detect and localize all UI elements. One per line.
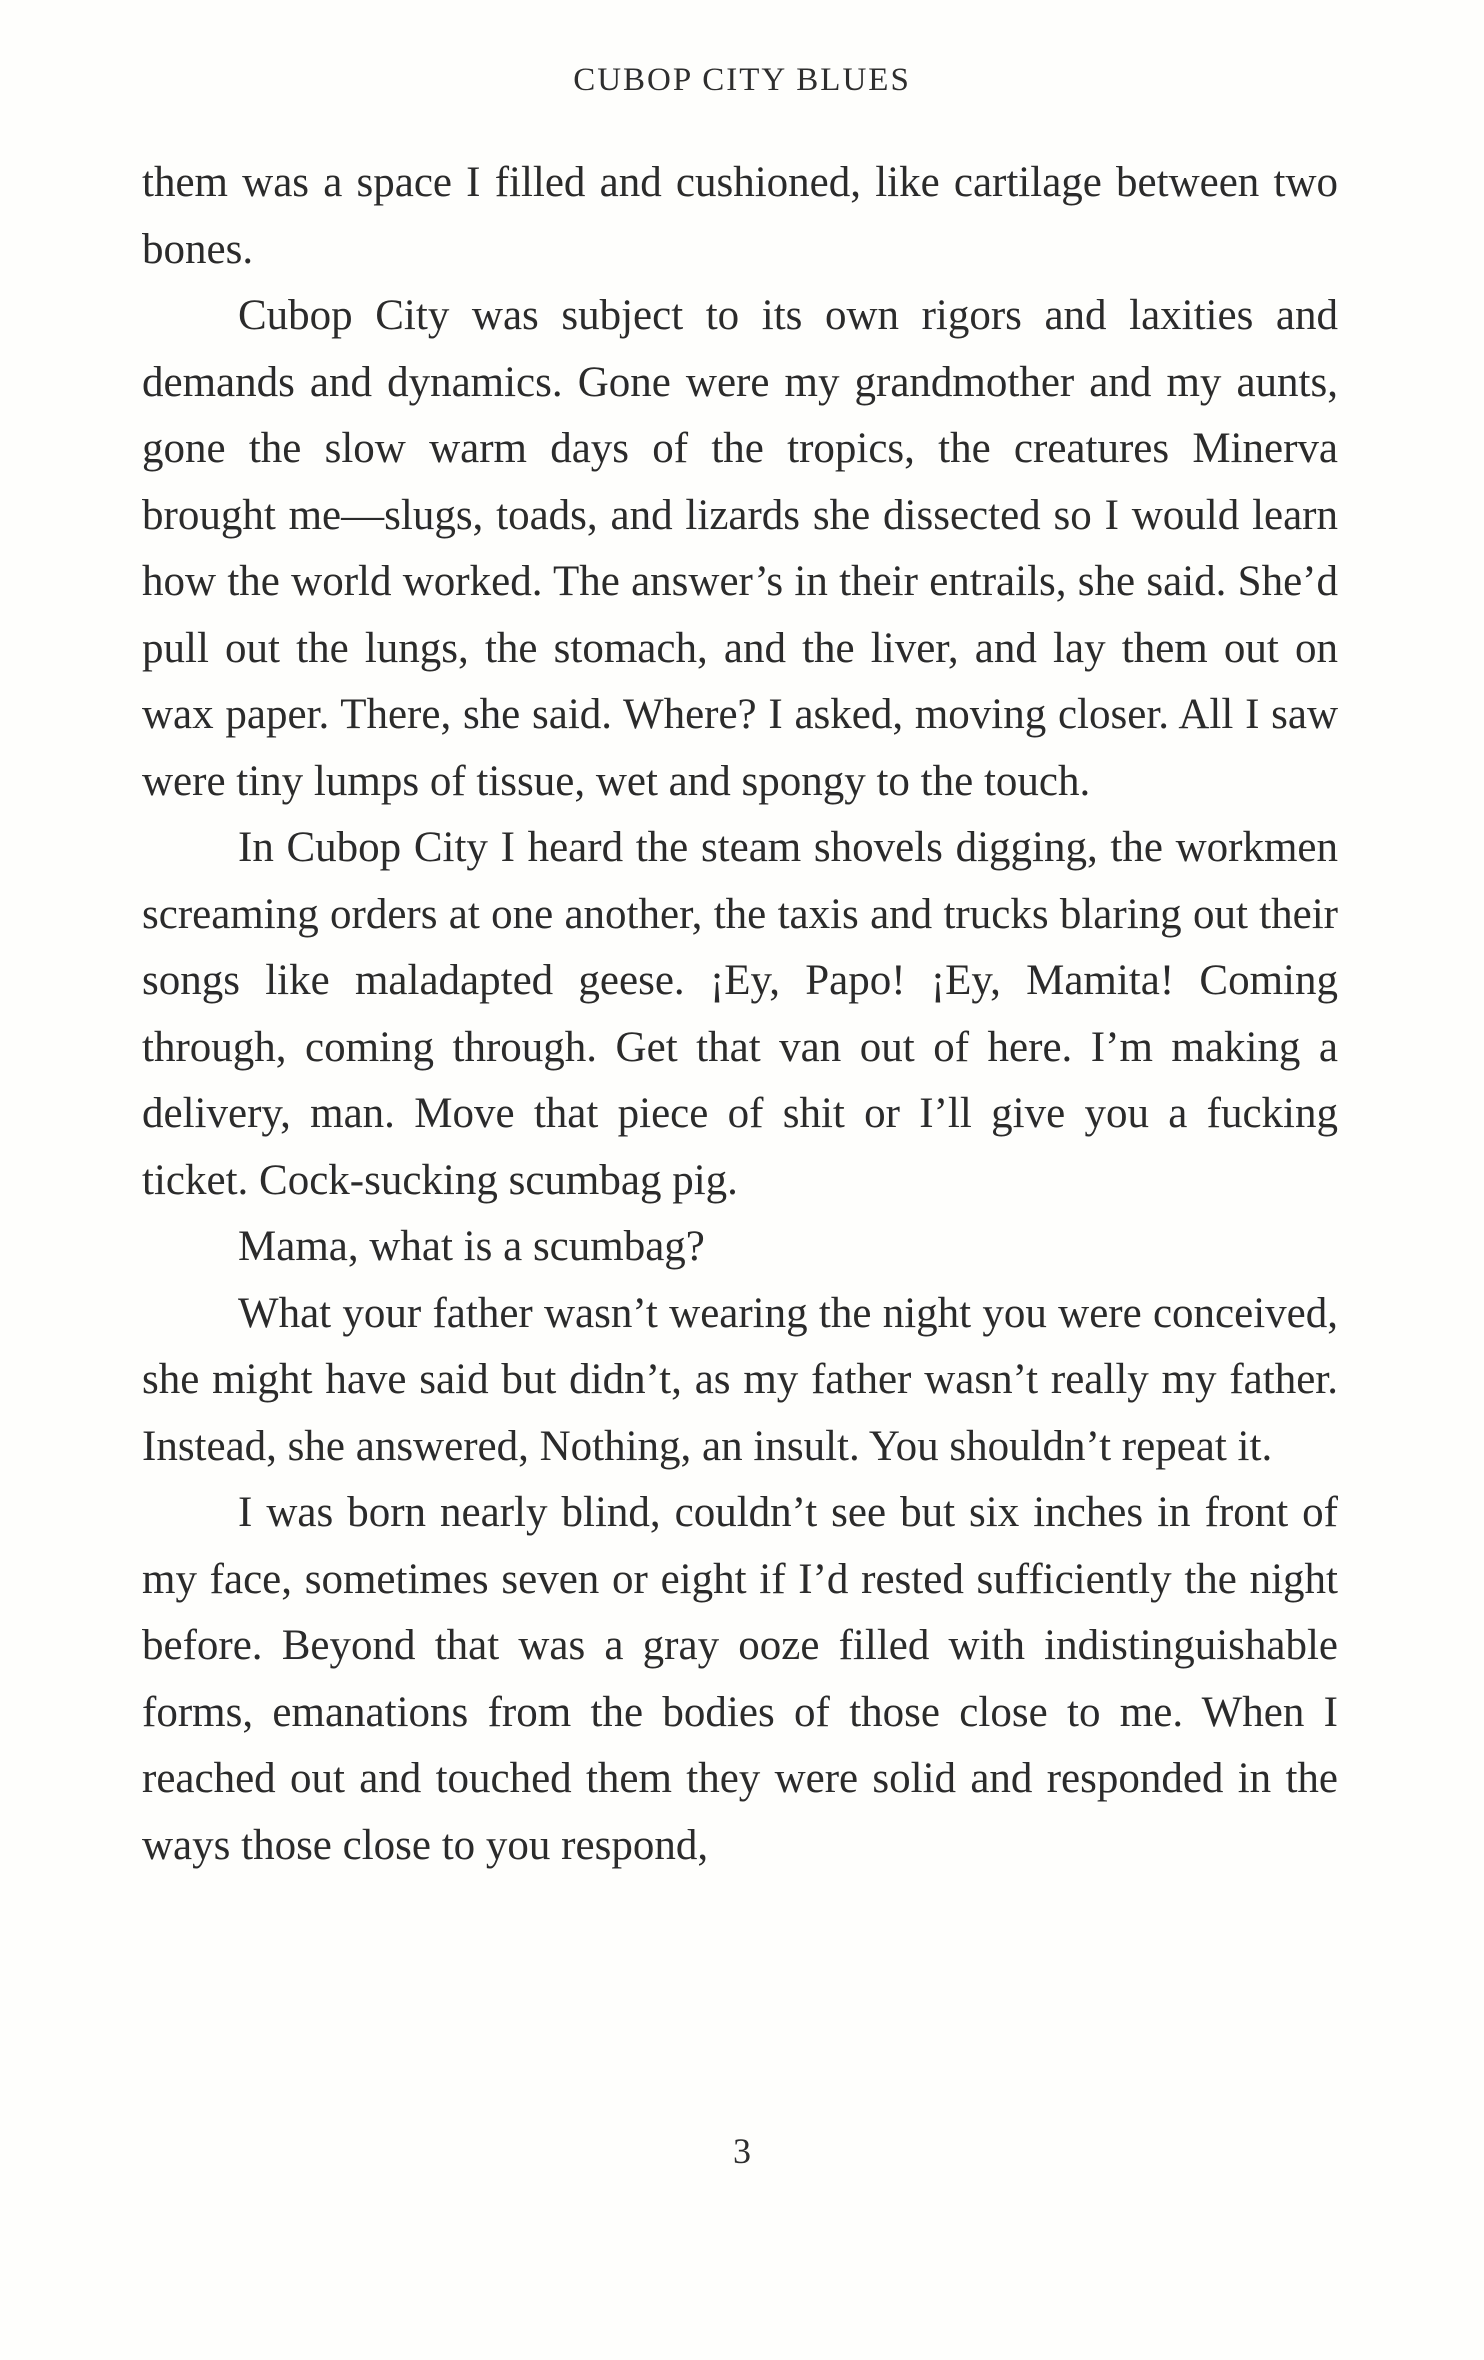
page-number: 3: [733, 2131, 751, 2171]
body-text: [142, 150, 1338, 1879]
paragraph-3: In Cubop City I heard the steam shovels digging, the workmen screaming orders at one another, the taxis and trucks blaring out their songs like maladapted geese. ¡Ey, Papo! ¡Ey, Mamita! Coming through, coming through. Get that van out of here. I’m making a delivery, man. Move that piece of shit or I’ll give you a fucking ticket. Cock-sucking scumbag pig.: [142, 824, 1338, 1204]
paragraph-2: Cubop City was subject to its own rigors and laxities and demands and dynamics. Gone were my grandmother and my aunts, gone the slow warm days of the tropics, the creatures Minerva brought me—slugs, toads, and lizards she dissected so I would learn how the world worked. The answer’s in their entrails, she said. She’d pull out the lungs, the stomach, and the liver, and lay them out on wax paper. There, she said. Where? I asked, moving closer. All I saw were tiny lumps of tissue, wet and spongy to the touch.: [142, 292, 1338, 805]
paragraph-6: I was born nearly blind, couldn’t see but six inches in front of my face, sometimes seven or eight if I’d rested sufficiently the night before. Beyond that was a gray ooze filled with indistinguishable forms, emanations from the bodies of those close to me. When I reached out and touched them they were solid and responded in the ways those close to you respond,: [142, 1489, 1338, 1869]
paragraph-5: What your father wasn’t wearing the night you were conceived, she might have said but didn’t, as my father wasn’t really my father. Instead, she answered, Nothing, an insult. You shouldn’t repeat it.: [142, 1289, 1338, 1470]
paragraph-4: Mama, what is a scumbag?: [238, 1223, 705, 1270]
running-head: CUBOP CITY BLUES: [573, 62, 911, 98]
paragraph-1: them was a space I filled and cushioned, like cartilage between two bones.: [142, 159, 1338, 273]
